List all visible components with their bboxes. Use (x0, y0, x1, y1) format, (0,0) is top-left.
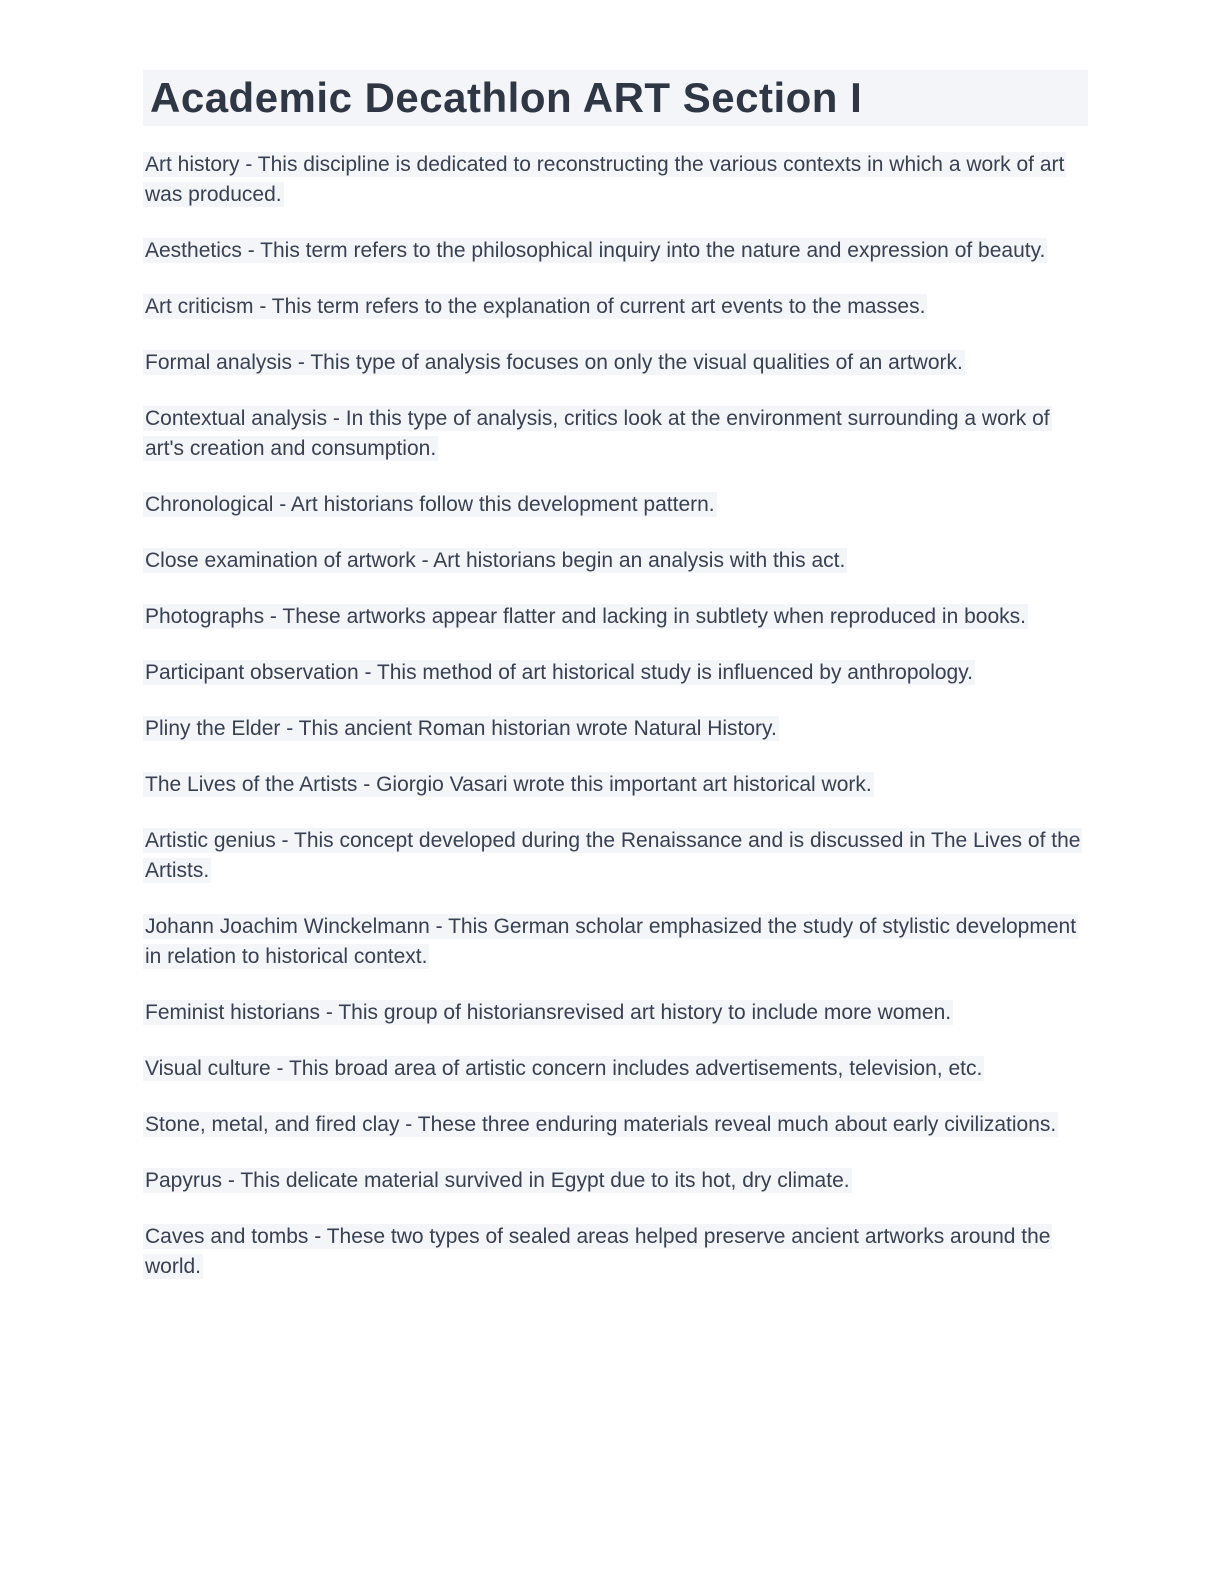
term-definition (143, 404, 1088, 464)
term-definition (143, 912, 1088, 972)
term-definition (143, 1222, 1088, 1282)
term-definition-list (143, 150, 1088, 1282)
term-definition-text: Contextual analysis - In this type of analysis, critics look at the environment surrounding a work of art's creation and consumption. (145, 407, 1050, 461)
term-definition-text: Art history - This discipline is dedicated to reconstructing the various contexts in which a work of art was produced. (145, 153, 1065, 207)
term-definition (143, 770, 1088, 800)
term-definition-text: Stone, metal, and fired clay - These three enduring materials reveal much about early civilizations. (145, 1113, 1057, 1137)
term-definition-text: Caves and tombs - These two types of sealed areas helped preserve ancient artworks around the world. (145, 1225, 1051, 1279)
term-definition (143, 292, 1088, 322)
term-definition (143, 998, 1088, 1028)
term-definition (143, 714, 1088, 744)
term-definition-text: Participant observation - This method of art historical study is influenced by anthropology. (145, 661, 973, 685)
term-definition-text: Aesthetics - This term refers to the philosophical inquiry into the nature and expression of beauty. (145, 239, 1046, 263)
term-definition (143, 1054, 1088, 1084)
term-definition-text: Feminist historians - This group of historiansrevised art history to include more women. (145, 1001, 952, 1025)
term-definition-text: Photographs - These artworks appear flatter and lacking in subtlety when reproduced in books. (145, 605, 1026, 629)
term-definition (143, 236, 1088, 266)
term-definition (143, 150, 1088, 210)
term-definition (143, 1110, 1088, 1140)
term-definition-text: Johann Joachim Winckelmann - This German scholar emphasized the study of stylistic development in relation to historical context. (145, 915, 1077, 969)
term-definition-text: Close examination of artwork - Art historians begin an analysis with this act. (145, 549, 846, 573)
document-content (143, 70, 1088, 1282)
term-definition-text: Visual culture - This broad area of artistic concern includes advertisements, television, etc. (145, 1057, 983, 1081)
term-definition-text: Chronological - Art historians follow this development pattern. (145, 493, 715, 517)
term-definition-text: Artistic genius - This concept developed during the Renaissance and is discussed in The Lives of the Artists. (145, 829, 1081, 883)
term-definition (143, 348, 1088, 378)
term-definition (143, 658, 1088, 688)
term-definition-text: Papyrus - This delicate material survived in Egypt due to its hot, dry climate. (145, 1169, 850, 1193)
term-definition-text: Pliny the Elder - This ancient Roman historian wrote Natural History. (145, 717, 777, 741)
term-definition (143, 602, 1088, 632)
term-definition-text: The Lives of the Artists - Giorgio Vasari wrote this important art historical work. (145, 773, 872, 797)
term-definition (143, 826, 1088, 886)
term-definition-text: Art criticism - This term refers to the explanation of current art events to the masses. (145, 295, 926, 319)
term-definition (143, 1166, 1088, 1196)
term-definition-text: Formal analysis - This type of analysis focuses on only the visual qualities of an artwork. (145, 351, 963, 375)
term-definition (143, 490, 1088, 520)
page-title: Academic Decathlon ART Section I (143, 70, 1088, 126)
term-definition (143, 546, 1088, 576)
